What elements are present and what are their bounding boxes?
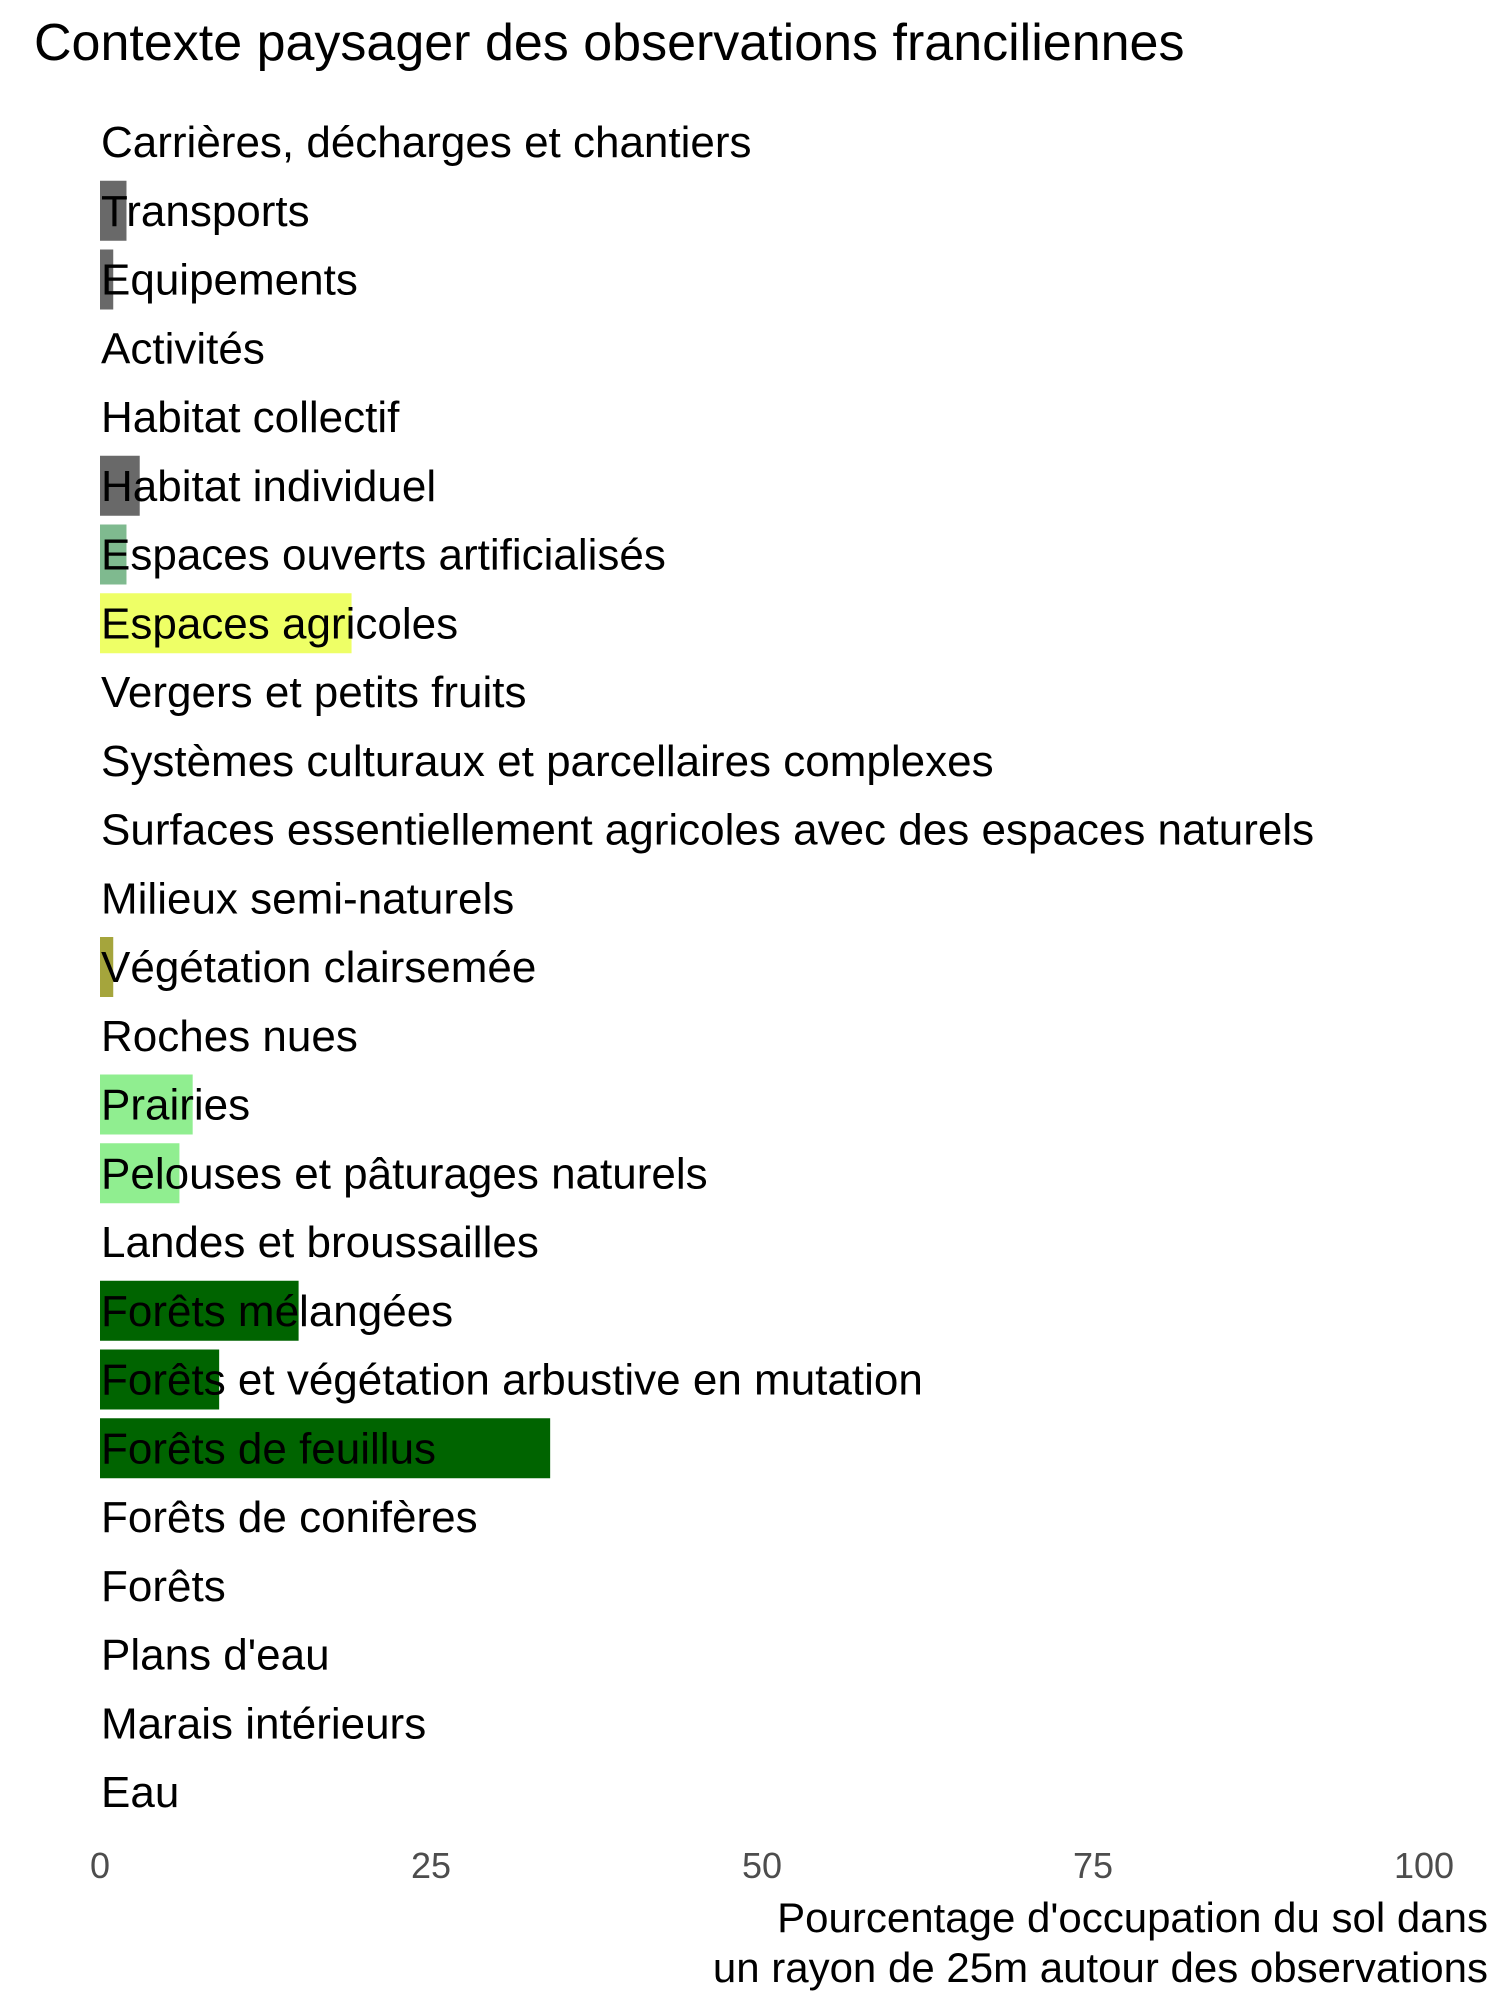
category-label: Végétation clairsemée [101, 943, 537, 992]
category-label: Habitat individuel [101, 461, 437, 511]
category-label: Eau [101, 1768, 180, 1817]
category-label: Roches nues [101, 1011, 358, 1061]
category-label: Forêts [101, 1561, 226, 1611]
x-axis-ticks [90, 1845, 1454, 1886]
category-label: Plans d'eau [101, 1630, 330, 1680]
category-label: Systèmes culturaux et parcellaires complexes [101, 736, 994, 786]
category-label: Activités [101, 324, 265, 374]
x-tick-label: 25 [410, 1845, 452, 1886]
category-label: Habitat collectif [101, 393, 400, 442]
category-label: Equipements [101, 255, 358, 305]
x-axis-label-line-1: Pourcentage d'occupation du sol dans [777, 1894, 1488, 1941]
category-label: Landes et broussailles [101, 1218, 539, 1267]
category-label: Pelouses et pâturages naturels [101, 1149, 708, 1199]
category-label: Milieux semi-naturels [101, 874, 515, 924]
category-label: Vergers et petits fruits [101, 668, 527, 717]
category-label: Forêts et végétation arbustive en mutation [101, 1355, 923, 1405]
category-label: Espaces ouverts artificialisés [101, 530, 666, 580]
chart-title: Contexte paysager des observations franciliennes [34, 14, 1185, 72]
x-tick-label: 75 [1072, 1845, 1114, 1886]
category-label: Forêts de feuillus [101, 1424, 437, 1474]
category-label: Forêts de conifères [101, 1493, 478, 1542]
x-tick-label: 0 [89, 1845, 111, 1886]
category-label: Prairies [101, 1080, 251, 1130]
category-label: Forêts mélangées [101, 1286, 454, 1336]
category-label: Espaces agricoles [101, 599, 459, 649]
x-axis-label-line-2: un rayon de 25m autour des observations [712, 1944, 1488, 1991]
category-label: Marais intérieurs [101, 1699, 427, 1749]
category-label: Carrières, décharges et chantiers [101, 118, 752, 167]
x-tick-label: 50 [741, 1845, 783, 1886]
x-tick-label: 100 [1393, 1845, 1455, 1886]
category-label: Surfaces essentiellement agricoles avec des espaces naturels [101, 805, 1315, 855]
category-labels [101, 118, 1314, 1817]
category-label: Transports [101, 186, 310, 236]
